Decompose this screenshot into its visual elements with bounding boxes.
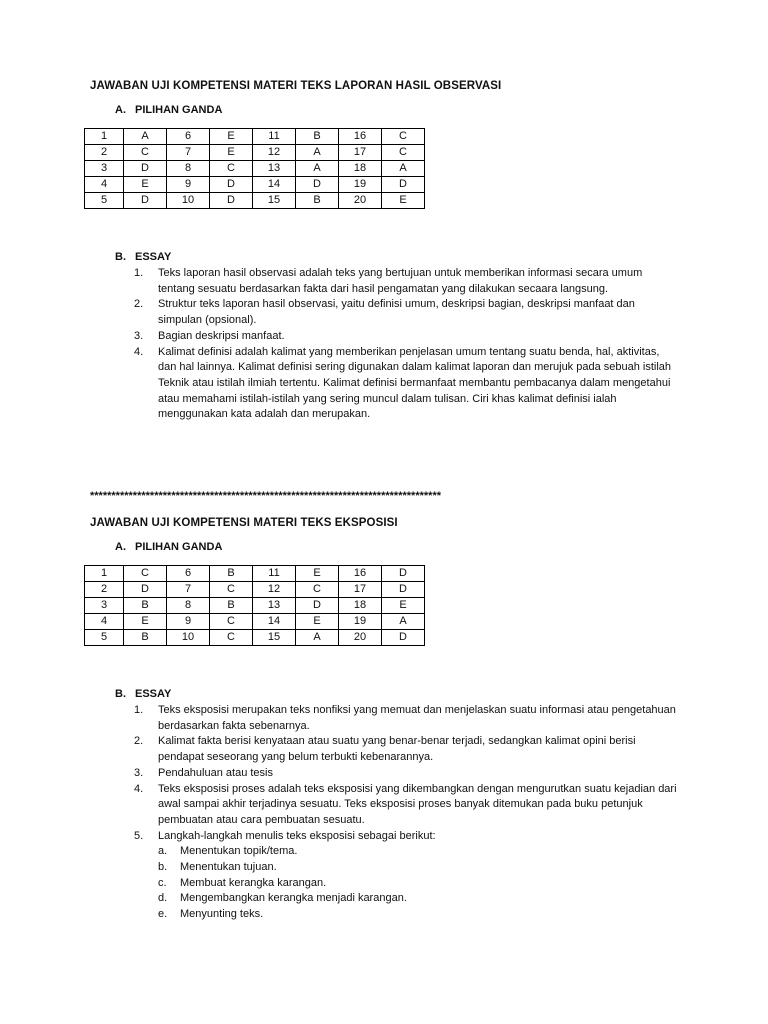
answer-cell: D: [382, 630, 425, 646]
question-number-cell: 6: [167, 566, 210, 582]
item-number: 1.: [134, 267, 144, 279]
answer-cell: B: [296, 193, 339, 209]
question-number-cell: 19: [339, 614, 382, 630]
question-number-cell: 11: [253, 129, 296, 145]
step-text: Menentukan topik/tema.: [180, 845, 298, 858]
answer-cell: D: [296, 177, 339, 193]
section1-pg-title: PILIHAN GANDA: [135, 104, 223, 116]
question-number-cell: 17: [339, 145, 382, 161]
answer-cell: B: [210, 566, 253, 582]
answer-cell: E: [210, 129, 253, 145]
essay-item: [134, 703, 679, 734]
answer-cell: D: [382, 177, 425, 193]
question-number-cell: 7: [167, 582, 210, 598]
essay-item: [134, 345, 679, 424]
question-number-cell: 12: [253, 145, 296, 161]
table-row: [85, 145, 425, 161]
question-number-cell: 16: [339, 129, 382, 145]
answer-cell: C: [382, 145, 425, 161]
answer-cell: E: [124, 177, 167, 193]
step-text: Membuat kerangka karangan.: [180, 876, 327, 889]
section2-answer-table: [84, 565, 425, 646]
question-number-cell: 19: [339, 177, 382, 193]
step-letter: d.: [158, 892, 168, 905]
answer-cell: A: [296, 630, 339, 646]
question-number-cell: 4: [85, 614, 124, 630]
question-number-cell: 2: [85, 582, 124, 598]
question-number-cell: 14: [253, 614, 296, 630]
answer-cell: D: [124, 582, 167, 598]
item-number: 2.: [134, 298, 144, 311]
answer-cell: C: [210, 614, 253, 630]
table-row: [85, 177, 425, 193]
answer-cell: D: [124, 161, 167, 177]
item-text: Teks laporan hasil observasi adalah teks yang bertujuan untuk memberikan informasi secara umum tentang sesuatu berdasarkan fakta dari hasil pengamatan yang dilakukan secaara langsung.: [158, 267, 643, 295]
question-number-cell: 3: [85, 598, 124, 614]
question-number-cell: 6: [167, 129, 210, 145]
step-letter: c.: [158, 876, 167, 889]
step-letter: a.: [158, 845, 168, 858]
question-number-cell: 20: [339, 193, 382, 209]
table-row: [85, 598, 425, 614]
answer-cell: B: [124, 598, 167, 614]
table-row: [85, 566, 425, 582]
question-number-cell: 11: [253, 566, 296, 582]
item-text: Teks eksposisi merupakan teks nonfiksi yang memuat dan menjelaskan suatu informasi atau pengetahuan berdasarkan fakta sebenarnya.: [158, 704, 676, 732]
separator-line: **********************************************************************************: [90, 490, 442, 502]
step-text: Mengembangkan kerangka menjadi karangan.: [180, 892, 407, 905]
question-number-cell: 5: [85, 630, 124, 646]
step-text: Menentukan tujuan.: [180, 861, 277, 874]
section1-essay-label: B.: [115, 251, 126, 263]
answer-cell: D: [124, 193, 167, 209]
table-row: [85, 582, 425, 598]
section1-essay-heading: [115, 251, 171, 263]
answer-cell: E: [382, 193, 425, 209]
question-number-cell: 12: [253, 582, 296, 598]
essay-item: [134, 734, 679, 765]
answer-cell: B: [124, 630, 167, 646]
section2-pg-title: PILIHAN GANDA: [135, 541, 223, 553]
answer-cell: C: [124, 566, 167, 582]
item-text: Langkah-langkah menulis teks eksposisi sebagai berikut:: [158, 829, 436, 842]
essay-item: [134, 329, 679, 345]
question-number-cell: 18: [339, 598, 382, 614]
answer-cell: D: [210, 177, 253, 193]
question-number-cell: 8: [167, 598, 210, 614]
answer-cell: E: [296, 614, 339, 630]
item-number: 4.: [134, 782, 144, 795]
essay-item: [134, 766, 679, 782]
section2-essay-list: [134, 703, 679, 923]
question-number-cell: 13: [253, 161, 296, 177]
question-number-cell: 16: [339, 566, 382, 582]
section1-pg-heading: [115, 104, 222, 116]
essay-item: [134, 266, 679, 297]
answer-cell: C: [210, 582, 253, 598]
section2-pg-label: A.: [115, 541, 126, 553]
answer-cell: A: [382, 161, 425, 177]
answer-cell: E: [210, 145, 253, 161]
answer-cell: B: [296, 129, 339, 145]
answer-cell: D: [382, 566, 425, 582]
essay-item: [134, 829, 679, 845]
step-letter: b.: [158, 861, 168, 874]
item-text: Struktur teks laporan hasil observasi, yaitu definisi umum, deskripsi bagian, deskripsi manfaat dan simpulan (opsional).: [158, 298, 635, 327]
step-item: [134, 860, 679, 876]
section1-title: JAWABAN UJI KOMPETENSI MATERI TEKS LAPORAN HASIL OBSERVASI: [90, 80, 502, 92]
section2-title: JAWABAN UJI KOMPETENSI MATERI TEKS EKSPOSISI: [90, 517, 398, 529]
item-number: 2.: [134, 735, 144, 748]
question-number-cell: 18: [339, 161, 382, 177]
question-number-cell: 15: [253, 193, 296, 209]
answer-cell: A: [382, 614, 425, 630]
question-number-cell: 14: [253, 177, 296, 193]
step-item: [134, 844, 679, 860]
question-number-cell: 2: [85, 145, 124, 161]
item-number: 3.: [134, 329, 144, 342]
answer-cell: D: [296, 598, 339, 614]
question-number-cell: 1: [85, 129, 124, 145]
item-text: Teks eksposisi proses adalah teks eksposisi yang dikembangkan dengan mengurutkan suatu kejadian dari awal sampai akhir terjadinya sesuatu. Teks eksposisi proses banyak ditemukan pada buku petunjuk pembuatan atau cara pembuatan sesuatu.: [158, 782, 677, 826]
question-number-cell: 1: [85, 566, 124, 582]
step-item: [134, 876, 679, 892]
answer-cell: E: [124, 614, 167, 630]
item-number: 5.: [134, 829, 144, 842]
question-number-cell: 8: [167, 161, 210, 177]
table-row: [85, 129, 425, 145]
section2-essay-heading: [115, 688, 171, 700]
question-number-cell: 5: [85, 193, 124, 209]
answer-cell: A: [296, 145, 339, 161]
table-row: [85, 614, 425, 630]
question-number-cell: 13: [253, 598, 296, 614]
table-row: [85, 630, 425, 646]
question-number-cell: 10: [167, 193, 210, 209]
item-text: Kalimat fakta berisi kenyataan atau suatu yang benar-benar terjadi, sedangkan kalimat opini berisi pendapat seseorang yang belum terbukti kebenarannya.: [158, 735, 636, 764]
answer-cell: A: [296, 161, 339, 177]
answer-cell: C: [210, 630, 253, 646]
answer-cell: C: [296, 582, 339, 598]
question-number-cell: 3: [85, 161, 124, 177]
table-row: [85, 193, 425, 209]
question-number-cell: 9: [167, 614, 210, 630]
step-text: Menyunting teks.: [180, 908, 264, 921]
step-item: [134, 907, 679, 923]
section2-essay-label: B.: [115, 688, 126, 700]
answer-cell: A: [124, 129, 167, 145]
answer-cell: E: [296, 566, 339, 582]
section2-pg-heading: [115, 541, 222, 553]
question-number-cell: 10: [167, 630, 210, 646]
answer-cell: B: [210, 598, 253, 614]
answer-cell: E: [382, 598, 425, 614]
table-row: [85, 161, 425, 177]
question-number-cell: 20: [339, 630, 382, 646]
essay-item: [134, 297, 679, 328]
answer-cell: C: [210, 161, 253, 177]
item-number: 1.: [134, 704, 144, 716]
question-number-cell: 17: [339, 582, 382, 598]
item-text: Bagian deskripsi manfaat.: [158, 329, 285, 342]
item-number: 4.: [134, 345, 144, 358]
step-item: [134, 891, 679, 907]
section1-answer-table: [84, 128, 425, 209]
question-number-cell: 7: [167, 145, 210, 161]
question-number-cell: 4: [85, 177, 124, 193]
item-text: Kalimat definisi adalah kalimat yang memberikan penjelasan umum tentang suatu benda, hal, aktivitas, dan hal lainnya. Kalimat definisi sering digunakan dalam kalimat laporan dan merujuk pada sebuah istilah Teknik atau istilah ilmiah tertentu. Kalimat definisi bermanfaat membantu pembacanya dalam mengetahui atau memahami istilah-istilah yang sering muncul dalam tulisan. Ciri khas kalimat definisi ialah menggunakan kata adalah dan merupakan.: [158, 345, 672, 421]
answer-cell: D: [210, 193, 253, 209]
essay-item: [134, 782, 679, 829]
item-number: 3.: [134, 766, 144, 779]
section1-essay-list: [134, 266, 679, 423]
answer-cell: C: [124, 145, 167, 161]
answer-cell: D: [382, 582, 425, 598]
step-letter: e.: [158, 908, 168, 921]
item-text: Pendahuluan atau tesis: [158, 766, 273, 779]
answer-cell: C: [382, 129, 425, 145]
question-number-cell: 9: [167, 177, 210, 193]
question-number-cell: 15: [253, 630, 296, 646]
section2-essay-title: ESSAY: [135, 688, 172, 700]
section1-essay-title: ESSAY: [135, 251, 172, 263]
section1-pg-label: A.: [115, 104, 126, 116]
